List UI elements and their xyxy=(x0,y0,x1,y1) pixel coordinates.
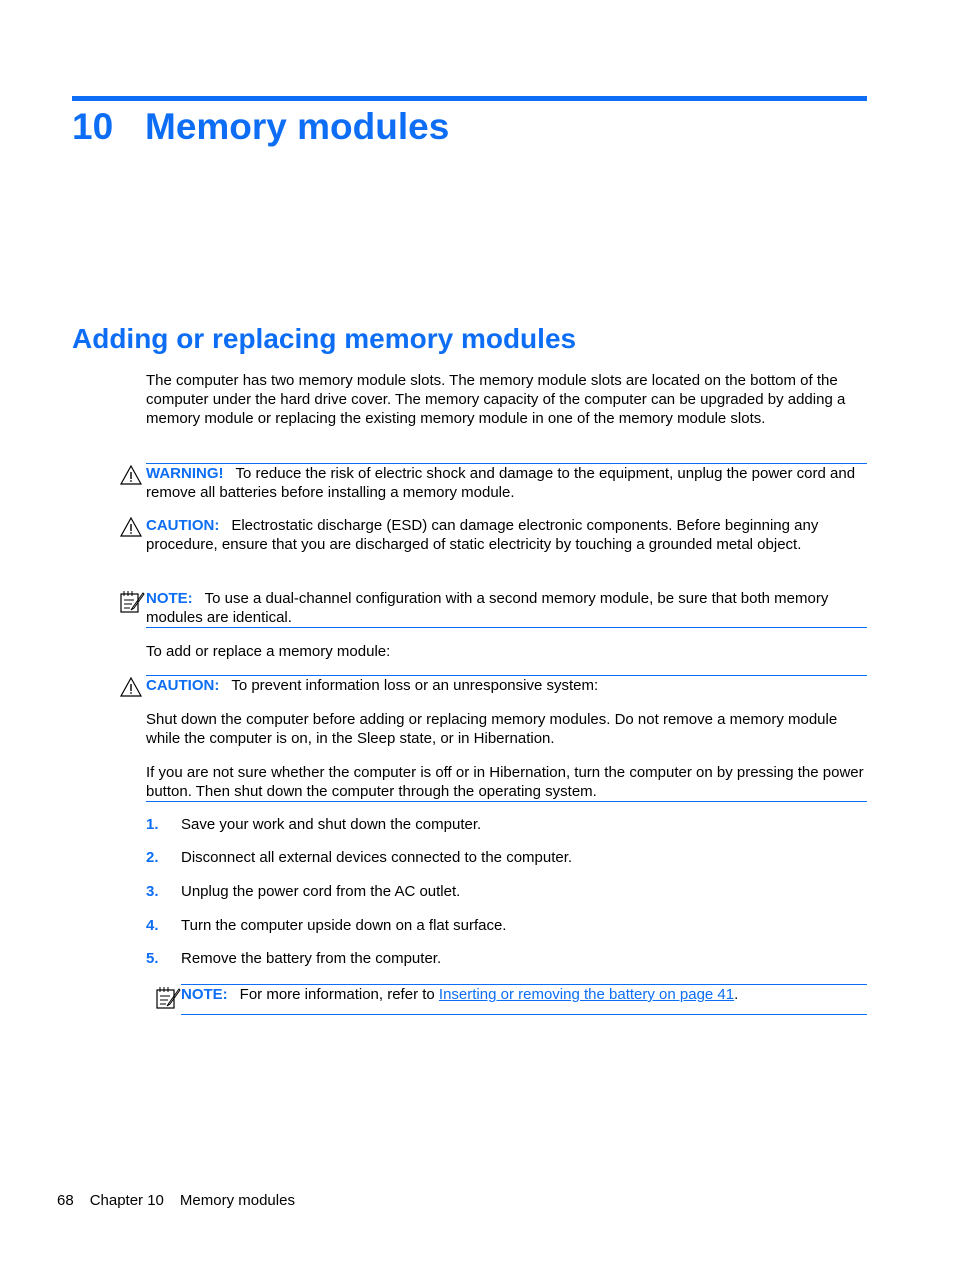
footer-chapter: Chapter 10 xyxy=(89,1192,164,1209)
intro-paragraph: The computer has two memory module slots. The memory module slots are located on the bottom of the computer under the hard drive cover. The memory capacity of the computer can be upgraded by adding a memory module or replacing the existing memory module in one of the memory module slots. xyxy=(146,372,846,427)
step-text: Turn the computer upside down on a flat surface. xyxy=(181,917,507,934)
caution-text: Electrostatic discharge (ESD) can damage electronic components. Before beginning any procedure, ensure that you are discharged of static electricity by touching a grounded metal object. xyxy=(146,517,819,553)
warning-notice xyxy=(146,464,866,502)
caution-text: To prevent information loss or an unresponsive system: xyxy=(231,677,599,694)
warning-text: To reduce the risk of electric shock and damage to the equipment, unplug the power cord and remove all batteries before installing a memory module. xyxy=(146,465,856,501)
step-text: Unplug the power cord from the AC outlet. xyxy=(181,883,461,900)
note-bottom-rule xyxy=(181,1014,867,1015)
note-notice-dual-channel xyxy=(146,589,866,627)
section-title: Adding or replacing memory modules xyxy=(72,323,577,354)
step-text: Disconnect all external devices connected to the computer. xyxy=(181,849,573,866)
step-number: 2. xyxy=(146,849,159,866)
lead-in-text: To add or replace a memory module: xyxy=(146,643,391,660)
battery-page-link[interactable]: Inserting or removing the battery on page 41 xyxy=(438,986,735,1003)
chapter-title xyxy=(72,106,449,148)
chapter-rule xyxy=(72,96,867,101)
footer-title: Memory modules xyxy=(179,1192,295,1209)
caution-label: CAUTION: xyxy=(146,677,220,694)
caution-label: CAUTION: xyxy=(146,517,220,534)
warning-label: WARNING! xyxy=(146,465,224,482)
caution-paragraph-2: If you are not sure whether the computer is off or in Hibernation, turn the computer on by pressing the power button. Then shut down the computer through the operating system. xyxy=(146,764,864,800)
step-number: 5. xyxy=(146,950,159,967)
note-bottom-rule xyxy=(146,627,867,628)
step-number: 4. xyxy=(146,917,159,934)
chapter-number: 10 xyxy=(72,106,114,147)
caution-triangle-icon xyxy=(120,677,142,697)
caution-triangle-icon xyxy=(120,517,142,537)
note-text: To use a dual-channel configuration with a second memory module, be sure that both memory modules are identical. xyxy=(146,590,829,626)
caution-paragraph-1: Shut down the computer before adding or replacing memory modules. Do not remove a memory module while the computer is on, in the Sleep state, or in Hibernation. xyxy=(146,711,838,747)
step-number: 3. xyxy=(146,883,159,900)
caution-notice-shutdown xyxy=(146,676,866,695)
caution-notice-esd xyxy=(146,516,866,554)
step-text: Remove the battery from the computer. xyxy=(181,950,442,967)
caution-bottom-rule xyxy=(146,801,867,802)
note-label: NOTE: xyxy=(181,986,228,1003)
note-pad-icon xyxy=(119,590,145,614)
note-pad-icon xyxy=(155,986,181,1010)
page-footer xyxy=(57,1192,311,1209)
note-prefix: For more information, refer to xyxy=(239,986,435,1003)
page-number: 68 xyxy=(57,1192,74,1209)
note-label: NOTE: xyxy=(146,590,193,607)
chapter-title-text: Memory modules xyxy=(145,106,450,147)
note-notice-battery xyxy=(181,985,867,1004)
step-text: Save your work and shut down the computer. xyxy=(181,816,482,833)
step-number: 1. xyxy=(146,816,159,833)
warning-triangle-icon xyxy=(120,465,142,485)
note-suffix: . xyxy=(734,986,739,1003)
